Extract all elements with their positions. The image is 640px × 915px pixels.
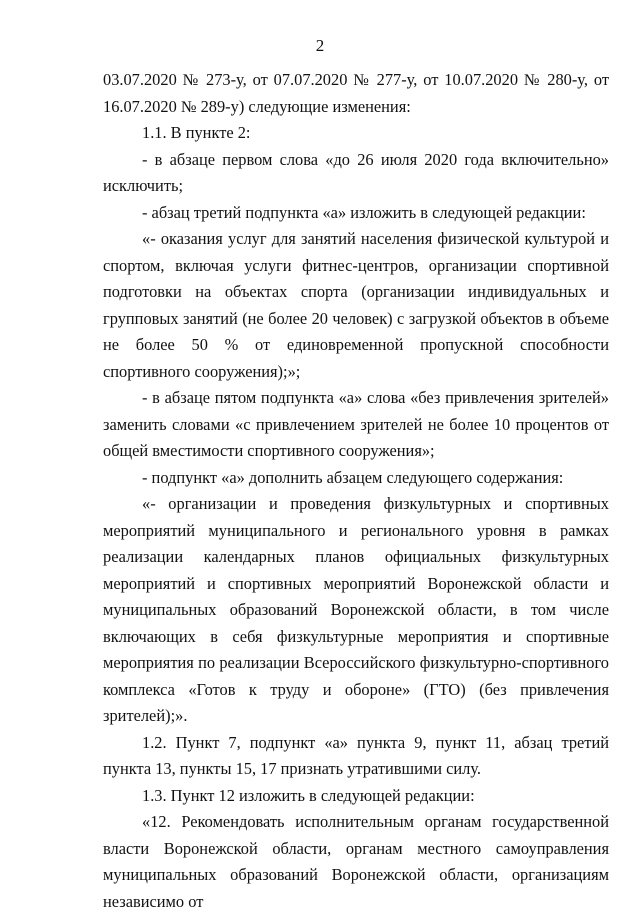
paragraph-dash-3: - в абзаце пятом подпункта «а» слова «без привлечения зрителей» заменить словами «с привлечением зрителей не более 10 процентов от общей вместимости спортивного сооружения»; [103, 388, 609, 460]
paragraph-quote-1: «- оказания услуг для занятий населения физической культурой и спортом, включая услуги фитнес-центров, организации спортивной подготовки на объектах спорта (организации индивидуальных и групповых занятий (не более 20 человек) с загрузкой объектов в объеме не более 50 % от единовременной пропускной способности спортивного сооружения);»; [103, 229, 609, 381]
paragraph-item-1-1: 1.1. В пункте 2: [142, 123, 251, 142]
page-number: 2 [315, 36, 325, 55]
paragraph-continuation: 03.07.2020 № 273-у, от 07.07.2020 № 277-у, от 10.07.2020 № 280-у, от 16.07.2020 № 289-у) следующие изменения: [103, 70, 609, 116]
paragraph-quote-12: «12. Рекомендовать исполнительным органам государственной власти Воронежской области, органам местного самоуправления муниципальных образований Воронежской области, организациям независимо от [103, 812, 609, 911]
paragraph-item-1-2: 1.2. Пункт 7, подпункт «а» пункта 9, пункт 11, абзац третий пункта 13, пункты 15, 17 признать утратившими силу. [103, 732, 609, 778]
paragraph-dash-2: - абзац третий подпункта «а» изложить в следующей редакции: [142, 202, 586, 222]
paragraph-quote-2: «- организации и проведения физкультурных и спортивных мероприятий муниципального и регионального уровня в рамках реализации календарных планов официальных физкультурных мероприятий и спортивных мероприятий Воронежской области и муниципальных образований Воронежской области, в том числе включающих в себя физкультурные мероприятия и спортивные мероприятия по реализации Всероссийского физкультурно-спортивного комплекса «Готов к труду и обороне» (ГТО) (без привлечения зрителей);». [103, 494, 609, 725]
paragraph-dash-4: - подпункт «а» дополнить абзацем следующего содержания: [142, 467, 564, 487]
paragraph-item-1-3: 1.3. Пункт 12 изложить в следующей редакции: [142, 785, 475, 805]
document-body [103, 67, 609, 915]
paragraph-dash-1: - в абзаце первом слова «до 26 июля 2020 года включительно» исключить; [103, 149, 609, 195]
